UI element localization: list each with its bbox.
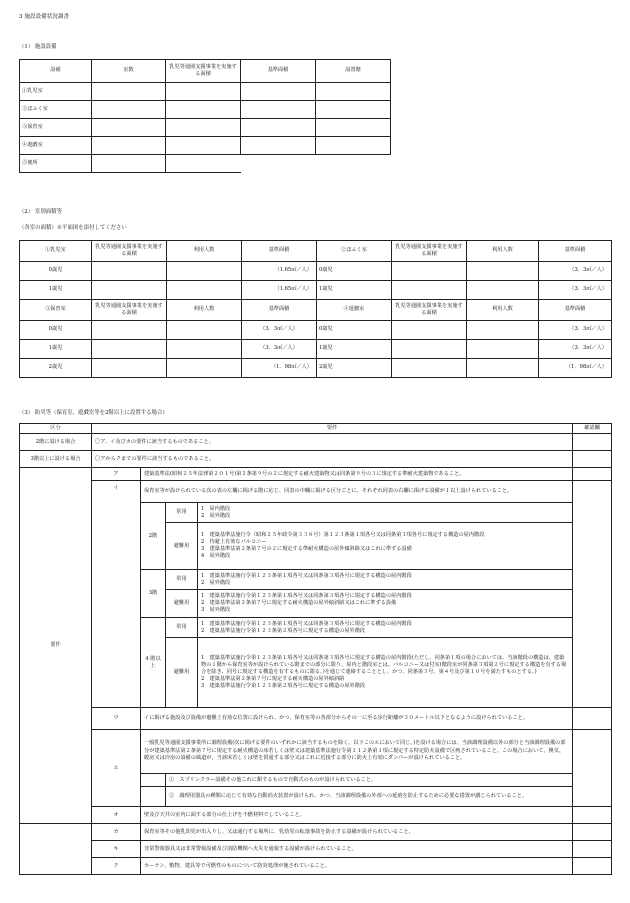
age-label: 1歳児 xyxy=(317,340,392,359)
section-title: 3 施設設備状況調書 xyxy=(19,14,70,20)
item-mark: カ xyxy=(92,824,141,841)
header-cell: ①乳児室 xyxy=(20,241,92,262)
std-value: （1．98㎡／人） xyxy=(539,359,612,378)
list-item: ② 調理用器具の種類に応じて有効な自動消火装置が設けられ、かつ、当該調理設備の外部への延焼を防止するために必要な措置が講じられていること。 xyxy=(166,787,573,807)
table-row xyxy=(20,137,391,155)
check-cell[interactable] xyxy=(573,807,612,824)
input-cell[interactable] xyxy=(167,340,242,359)
check-cell[interactable] xyxy=(573,858,612,875)
item-mark: エ xyxy=(92,730,141,807)
std-value: （3．3㎡／人） xyxy=(242,321,317,340)
header-cell: 乳児等通園支援事業を実施する面積 xyxy=(92,241,167,262)
requirement-text: 非常警報器具又は非常警報設備及び消防機関へ火災を通報する設備が設けられていること。 xyxy=(141,841,573,858)
input-cell[interactable] xyxy=(316,119,391,137)
header-cell: 室数 xyxy=(92,60,166,83)
use-label: 避難用 xyxy=(166,523,198,570)
header-cell: 基準面積 xyxy=(242,241,317,262)
requirement-text: 保育室等その他乳幼児が出入りし、又は通行する場所に、乳幼児の転落事故を防止する設備が設けられていること。 xyxy=(141,824,573,841)
check-cell[interactable] xyxy=(573,708,612,730)
age-label: 0歳児 xyxy=(20,262,92,281)
requirement-text: 壁及び天井の室内に面する部分の仕上げを不燃材料でしていること。 xyxy=(141,807,573,824)
table-row xyxy=(20,281,612,300)
header-cell: 区分 xyxy=(20,424,92,434)
disaster-prevention-table xyxy=(19,423,612,875)
std-value: （3．3㎡／人） xyxy=(539,321,612,340)
floor-label: 3階 xyxy=(141,570,166,618)
category-cell: 3階以上に設ける場合 xyxy=(20,451,92,468)
header-cell: 要件 xyxy=(92,424,573,434)
list-item: ① スプリンクラー設備その他これに類するもので自動式のものが設けられていること。 xyxy=(166,774,573,787)
input-cell[interactable] xyxy=(166,101,241,119)
check-cell[interactable] xyxy=(573,434,612,451)
header-cell: 乳児等通園支援事業を実施する面積 xyxy=(92,300,167,321)
age-label: 2歳児 xyxy=(317,359,392,378)
list-item: 1 建築基準法施行令第１２３条第１項各号又は同条第３項各号に規定する構造の屋内階段 xyxy=(201,592,412,599)
row-label: ①乳児室 xyxy=(20,83,92,101)
check-cell[interactable] xyxy=(573,451,612,468)
age-label: 2歳児 xyxy=(20,359,92,378)
row-label: ⑤便所 xyxy=(20,155,92,173)
input-cell[interactable] xyxy=(392,262,467,281)
check-cell[interactable] xyxy=(573,824,612,841)
list-item: 2 待避上有効なバルコニー xyxy=(201,539,267,545)
table-row xyxy=(20,155,391,173)
header-cell: 乳児等通園支援事業を実施する面積 xyxy=(166,60,241,83)
table-row xyxy=(20,321,612,340)
room-area-table xyxy=(19,240,612,378)
list-item: 1 建築基準法施行令第１２３条第１項各号又は同条第３項各号に規定する構造の屋内階段 xyxy=(201,572,412,579)
table-row xyxy=(20,83,391,101)
s2-note: （各室の面積）※平面図を添付してください xyxy=(19,225,127,231)
list-item: 3 建築基準法第２条第７号の２に規定する準耐火構造の屋外傾斜路又はこれに準ずる設備 xyxy=(201,546,412,553)
input-cell[interactable] xyxy=(241,101,316,119)
header-cell: 利用人数 xyxy=(467,300,539,321)
table-row xyxy=(20,340,612,359)
std-value: （1.65㎡／人） xyxy=(242,262,317,281)
row-label: ②ほふく室 xyxy=(20,101,92,119)
category-cell: 2階に設ける場合 xyxy=(20,434,92,451)
item-mark: イ xyxy=(92,481,141,708)
header-cell: 乳児等通園支援事業を実施する面積 xyxy=(392,300,467,321)
input-cell[interactable] xyxy=(166,137,241,155)
header-cell: 基準面積 xyxy=(242,300,317,321)
requirement-text: 〇ア、イ及びカの要件に該当するものであること。 xyxy=(92,434,573,451)
header-cell: 利用人数 xyxy=(467,241,539,262)
check-cell[interactable] xyxy=(573,481,612,708)
list-item: 1 建築基準法施行令第１２３条第１項各号又は同条第３項各号に規定する構造の屋内階段 xyxy=(201,620,412,627)
input-cell[interactable] xyxy=(467,359,539,378)
std-value: （3．3㎡／人） xyxy=(539,262,612,281)
list-item: 2 建築基準法第２条第７号に規定する耐火構造の屋外傾斜路又はこれに準ずる設備 xyxy=(201,600,397,606)
use-label: 常用 xyxy=(166,618,198,638)
input-cell[interactable] xyxy=(92,359,167,378)
list-item: 1 建築基準法施行令（昭和２５年政令第３３８号）第１２３条第１項各号又は同条第３項各号に規定する構造の屋内階段 xyxy=(201,531,485,538)
item-mark: ウ xyxy=(92,708,141,730)
age-label: 1歳児 xyxy=(20,281,92,300)
input-cell[interactable] xyxy=(92,262,167,281)
header-cell: 基準面積 xyxy=(539,300,612,321)
age-label: 0歳児 xyxy=(20,321,92,340)
input-cell[interactable] xyxy=(92,281,167,300)
header-cell: 設備 xyxy=(20,60,92,83)
input-cell[interactable] xyxy=(92,83,166,101)
use-label: 避難用 xyxy=(166,638,198,708)
age-label: 1歳児 xyxy=(317,281,392,300)
requirement-text: 〇アからクまでの要件に該当するものであること。 xyxy=(92,451,573,468)
input-cell[interactable] xyxy=(467,281,539,300)
table-row xyxy=(20,101,391,119)
table-row xyxy=(20,119,391,137)
input-cell[interactable] xyxy=(92,101,166,119)
input-cell[interactable] xyxy=(92,321,167,340)
input-cell[interactable] xyxy=(166,119,241,137)
header-cell: ④遊戯室 xyxy=(317,300,392,321)
header-cell: 設置階 xyxy=(316,60,391,83)
list-item: 3 建築基準法施行令第１２３条第２項各号に規定する構造の屋外階段 xyxy=(201,683,366,690)
input-cell[interactable] xyxy=(241,83,316,101)
list-item: 2 建築基準法施行令第１２３条第２項各号に規定する構造の屋外階段 xyxy=(201,627,366,634)
requirement-text: 保育室等が設けられている次の表の左欄に掲げる階に応じ、同表の中欄に掲げる区分ごとに、それぞれ同表の右欄に掲げる設備が１以上設けられていること。 xyxy=(141,481,573,503)
facility-table xyxy=(19,59,391,173)
requirement-text: 一般乳児等通園支援事業所に調理設備(次に掲げる要件のいずれかに該当するものを除く。以下このエにおいて同じ。)を設ける場合には、当該調理設備以外の部分と当該調理設備の部分が建築基準法第２条第７号に規定する耐火構造の床若しくは壁又は建築基準法施行令第１１２条第１項に規定する特定防火設備で区画されていること。この場合において、換気、暖房又は冷房の設備の風道が、当該床若しくは壁を貫通する部分又はこれに近接する部分に防火上有効にダンパーが設けられていること。 xyxy=(141,730,573,774)
header-cell: 確認欄 xyxy=(573,424,612,434)
list-item: 1 屋内階段 xyxy=(201,505,231,512)
input-cell[interactable] xyxy=(316,83,391,101)
table-row xyxy=(20,359,612,378)
input-cell[interactable] xyxy=(166,83,241,101)
input-cell[interactable] xyxy=(392,281,467,300)
input-cell[interactable] xyxy=(392,359,467,378)
age-label: 0歳児 xyxy=(317,321,392,340)
use-label: 常用 xyxy=(166,570,198,590)
std-value: （3．3㎡／人） xyxy=(539,340,612,359)
std-value: （1．98㎡／人） xyxy=(242,359,317,378)
s1-heading: （1） 施設設備 xyxy=(19,44,57,50)
input-cell[interactable] xyxy=(167,262,242,281)
std-value: （3．3㎡／人） xyxy=(242,340,317,359)
list-item: 2 建築基準法第２条第７号に規定する耐火構造の屋外傾斜路 xyxy=(201,676,345,683)
table-row xyxy=(20,262,612,281)
input-cell[interactable] xyxy=(167,281,242,300)
s3-heading: （3） 防災等（保育室、遊戯室等を2階以上に設置する場合） xyxy=(19,410,168,416)
list-item: 1 建築基準法施行令第１２３条第１項各号又は同条第３項各号に規定する構造の屋内階段(ただし、同条第１項の場合においては、当該階段の構造は、建築物の１階から保育室等が設けられている階までの部分に限り、屋内と階段室とは、バルコニー又は付室(階段室が同条第３項第２号に規定する構造を有する場合を除き、同号に規定する構造を有するものに限る。)を通じて連絡することとし、かつ、同条第３号、第４号及び第１０号を満たすものとする。) xyxy=(201,654,567,675)
input-cell[interactable] xyxy=(92,340,167,359)
input-cell[interactable] xyxy=(92,119,166,137)
item-mark: ア xyxy=(92,468,141,481)
input-cell[interactable] xyxy=(316,101,391,119)
header-cell: 基準面積 xyxy=(539,241,612,262)
header-cell: 利用人数 xyxy=(167,241,242,262)
input-cell[interactable] xyxy=(467,321,539,340)
list-item: 3 屋外階段 xyxy=(201,607,231,614)
input-cell[interactable] xyxy=(167,359,242,378)
list-item: 2 屋外階段 xyxy=(201,512,231,519)
check-cell[interactable] xyxy=(573,841,612,858)
category-cell: 要件 xyxy=(20,468,92,824)
item-mark: ク xyxy=(92,858,141,875)
input-cell[interactable] xyxy=(392,321,467,340)
list-item: 4 屋外階段 xyxy=(201,553,231,560)
header-cell: 基準面積 xyxy=(241,60,316,83)
check-cell[interactable] xyxy=(573,468,612,481)
row-label: ④遊戯室 xyxy=(20,137,92,155)
use-label: 避難用 xyxy=(166,590,198,618)
item-mark: オ xyxy=(92,807,141,824)
input-cell[interactable] xyxy=(392,340,467,359)
requirement-text: カーテン、敷物、建具等で可燃性のものについて防炎処理が施されていること。 xyxy=(141,858,573,875)
list-item: 2 屋外階段 xyxy=(201,579,231,586)
header-cell: 乳児等通園支援事業を実施する面積 xyxy=(392,241,467,262)
age-label: 1歳児 xyxy=(20,340,92,359)
header-cell: ③保育室 xyxy=(20,300,92,321)
input-cell[interactable] xyxy=(241,137,316,155)
row-label: ③保育室 xyxy=(20,119,92,137)
header-cell: 利用人数 xyxy=(167,300,242,321)
s2-heading: （2） 室別面積等 xyxy=(19,209,62,215)
input-cell[interactable] xyxy=(467,262,539,281)
input-cell[interactable] xyxy=(467,340,539,359)
input-cell[interactable] xyxy=(316,137,391,155)
check-cell[interactable] xyxy=(573,730,612,807)
input-cell[interactable] xyxy=(167,321,242,340)
header-cell: ②ほふく室 xyxy=(317,241,392,262)
item-mark: キ xyxy=(92,841,141,858)
floor-label: 2階 xyxy=(141,503,166,570)
std-value: （3．3㎡／人） xyxy=(539,281,612,300)
std-value: （1.65㎡／人） xyxy=(242,281,317,300)
requirement-text: 建築基準法(昭和２５年法律第２０１号)第２条第９号の２に規定する耐火建築物又は同条第９号の３に規定する準耐火建築物であること。 xyxy=(141,468,573,481)
input-cell[interactable] xyxy=(92,137,166,155)
input-cell[interactable] xyxy=(92,155,166,173)
floor-label: 4 階以上 xyxy=(141,618,166,708)
input-cell[interactable] xyxy=(166,155,241,173)
input-cell[interactable] xyxy=(241,119,316,137)
use-label: 常用 xyxy=(166,503,198,523)
age-label: 0歳児 xyxy=(317,262,392,281)
requirement-text: イに掲げる施設及び設備が避難上有効な位置に設けられ、かつ、保育室等の各部分からその一に至る歩行距離が３０メートル以下となるように設けられていること。 xyxy=(141,708,573,730)
